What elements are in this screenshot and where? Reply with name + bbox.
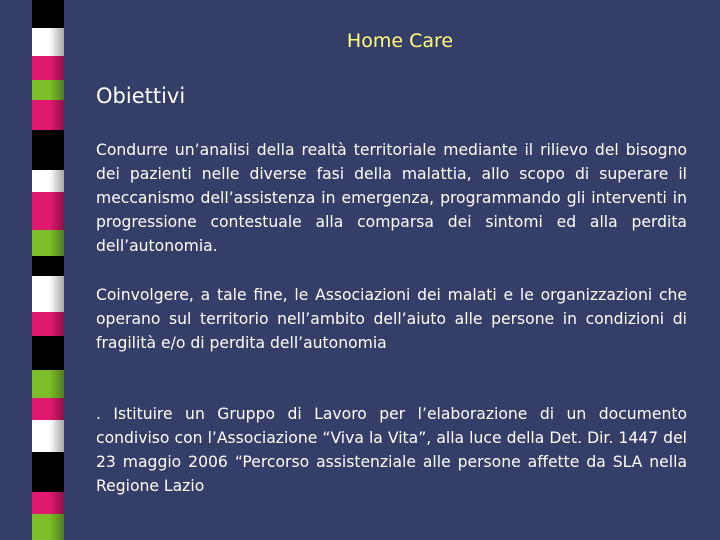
section-heading: Obiettivi (96, 84, 186, 108)
paragraph-3: . Istituire un Gruppo di Lavoro per l’elaborazione di un documento condiviso con l’Associazione “Viva la Vita”, alla luce della Det. Dir. 1447 del 23 maggio 2006 “Percorso assistenziale alle persone affette da SLA nella Regione Lazio (96, 405, 687, 495)
slide-title: Home Care (346, 30, 454, 52)
decorative-stripe (0, 0, 80, 540)
stripe-shade (32, 0, 64, 540)
paragraph-1: Condurre un’analisi della realtà territoriale mediante il rilievo del bisogno dei pazienti nelle diverse fasi della malattia, allo scopo di superare il meccanismo dell’assistenza in emergenza, programmando gli interventi in progressione contestuale alla comparsa dei sintomi ed alla perdita dell’autonomia. (96, 141, 687, 255)
paragraph-2: Coinvolgere, a tale fine, le Associazioni dei malati e le organizzazioni che operano sul territorio nell’ambito dell’aiuto alle persone in condizioni di fragilità e/o di perdita dell’autonomia (96, 286, 687, 352)
